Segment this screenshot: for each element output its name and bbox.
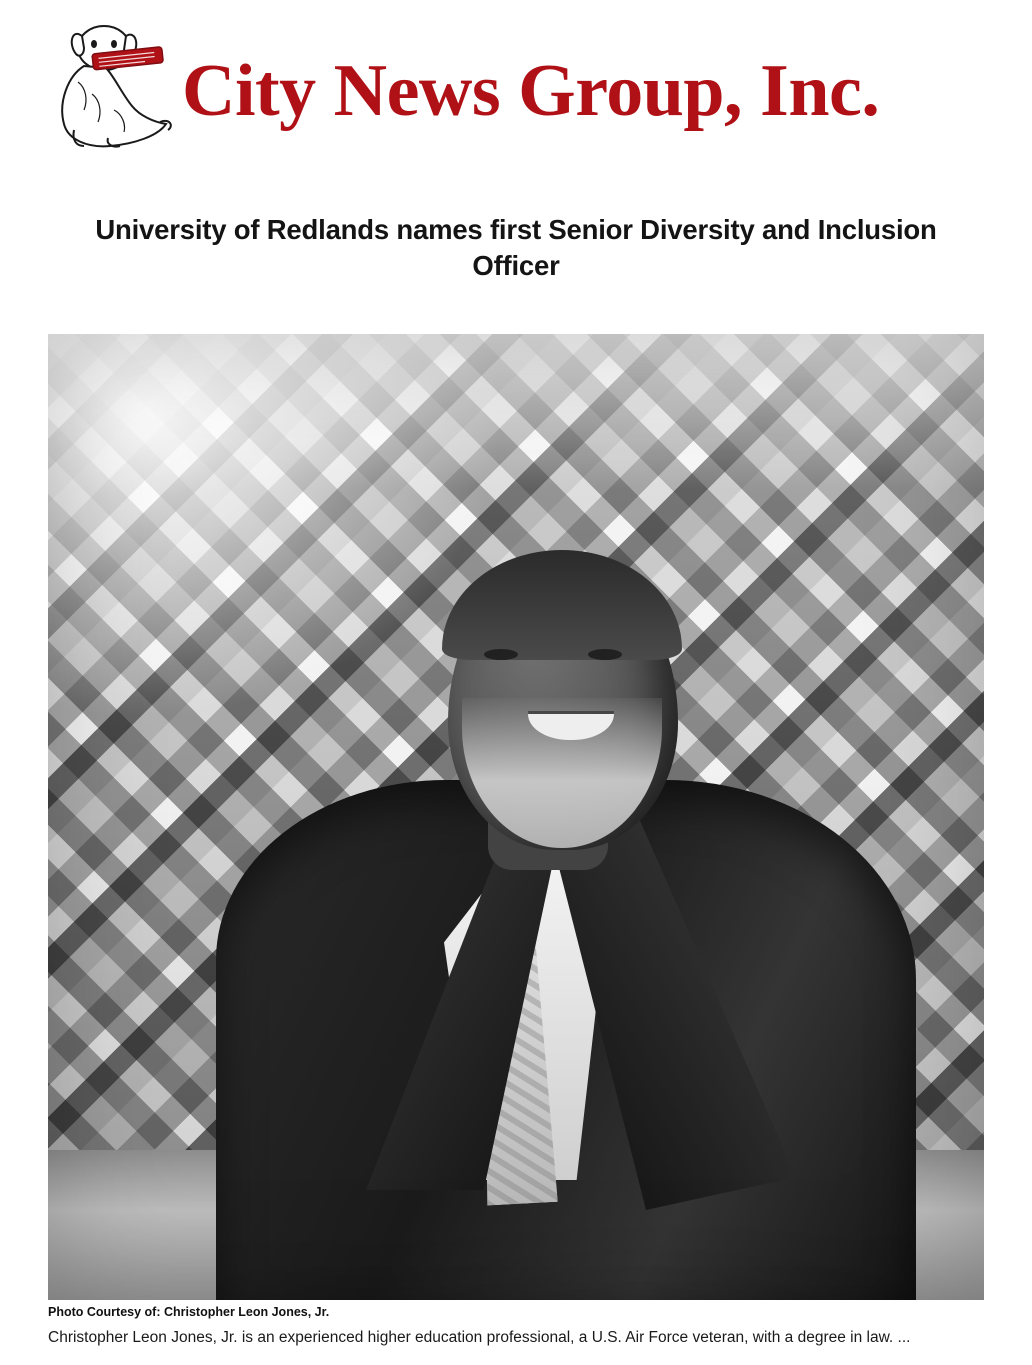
subject-left-eye <box>484 649 518 660</box>
photo-credit: Photo Courtesy of: Christopher Leon Jones, Jr. <box>48 1305 330 1319</box>
dog-with-newspaper-logo-icon <box>48 18 176 158</box>
subject-right-eye <box>588 649 622 660</box>
subject-hair <box>442 550 682 660</box>
article-photo-figure <box>48 334 984 1300</box>
photo-subject <box>216 540 916 1300</box>
site-logo[interactable] <box>48 18 879 158</box>
article-excerpt: Christopher Leon Jones, Jr. is an experienced higher education professional, a U.S. Air Force veteran, with a degree in law. ... <box>48 1329 911 1346</box>
site-brand-name: City News Group, Inc. <box>182 50 880 132</box>
article-headline: University of Redlands names first Senior Diversity and Inclusion Officer <box>95 214 937 282</box>
masthead <box>0 0 1032 180</box>
article-photo <box>48 334 984 1300</box>
